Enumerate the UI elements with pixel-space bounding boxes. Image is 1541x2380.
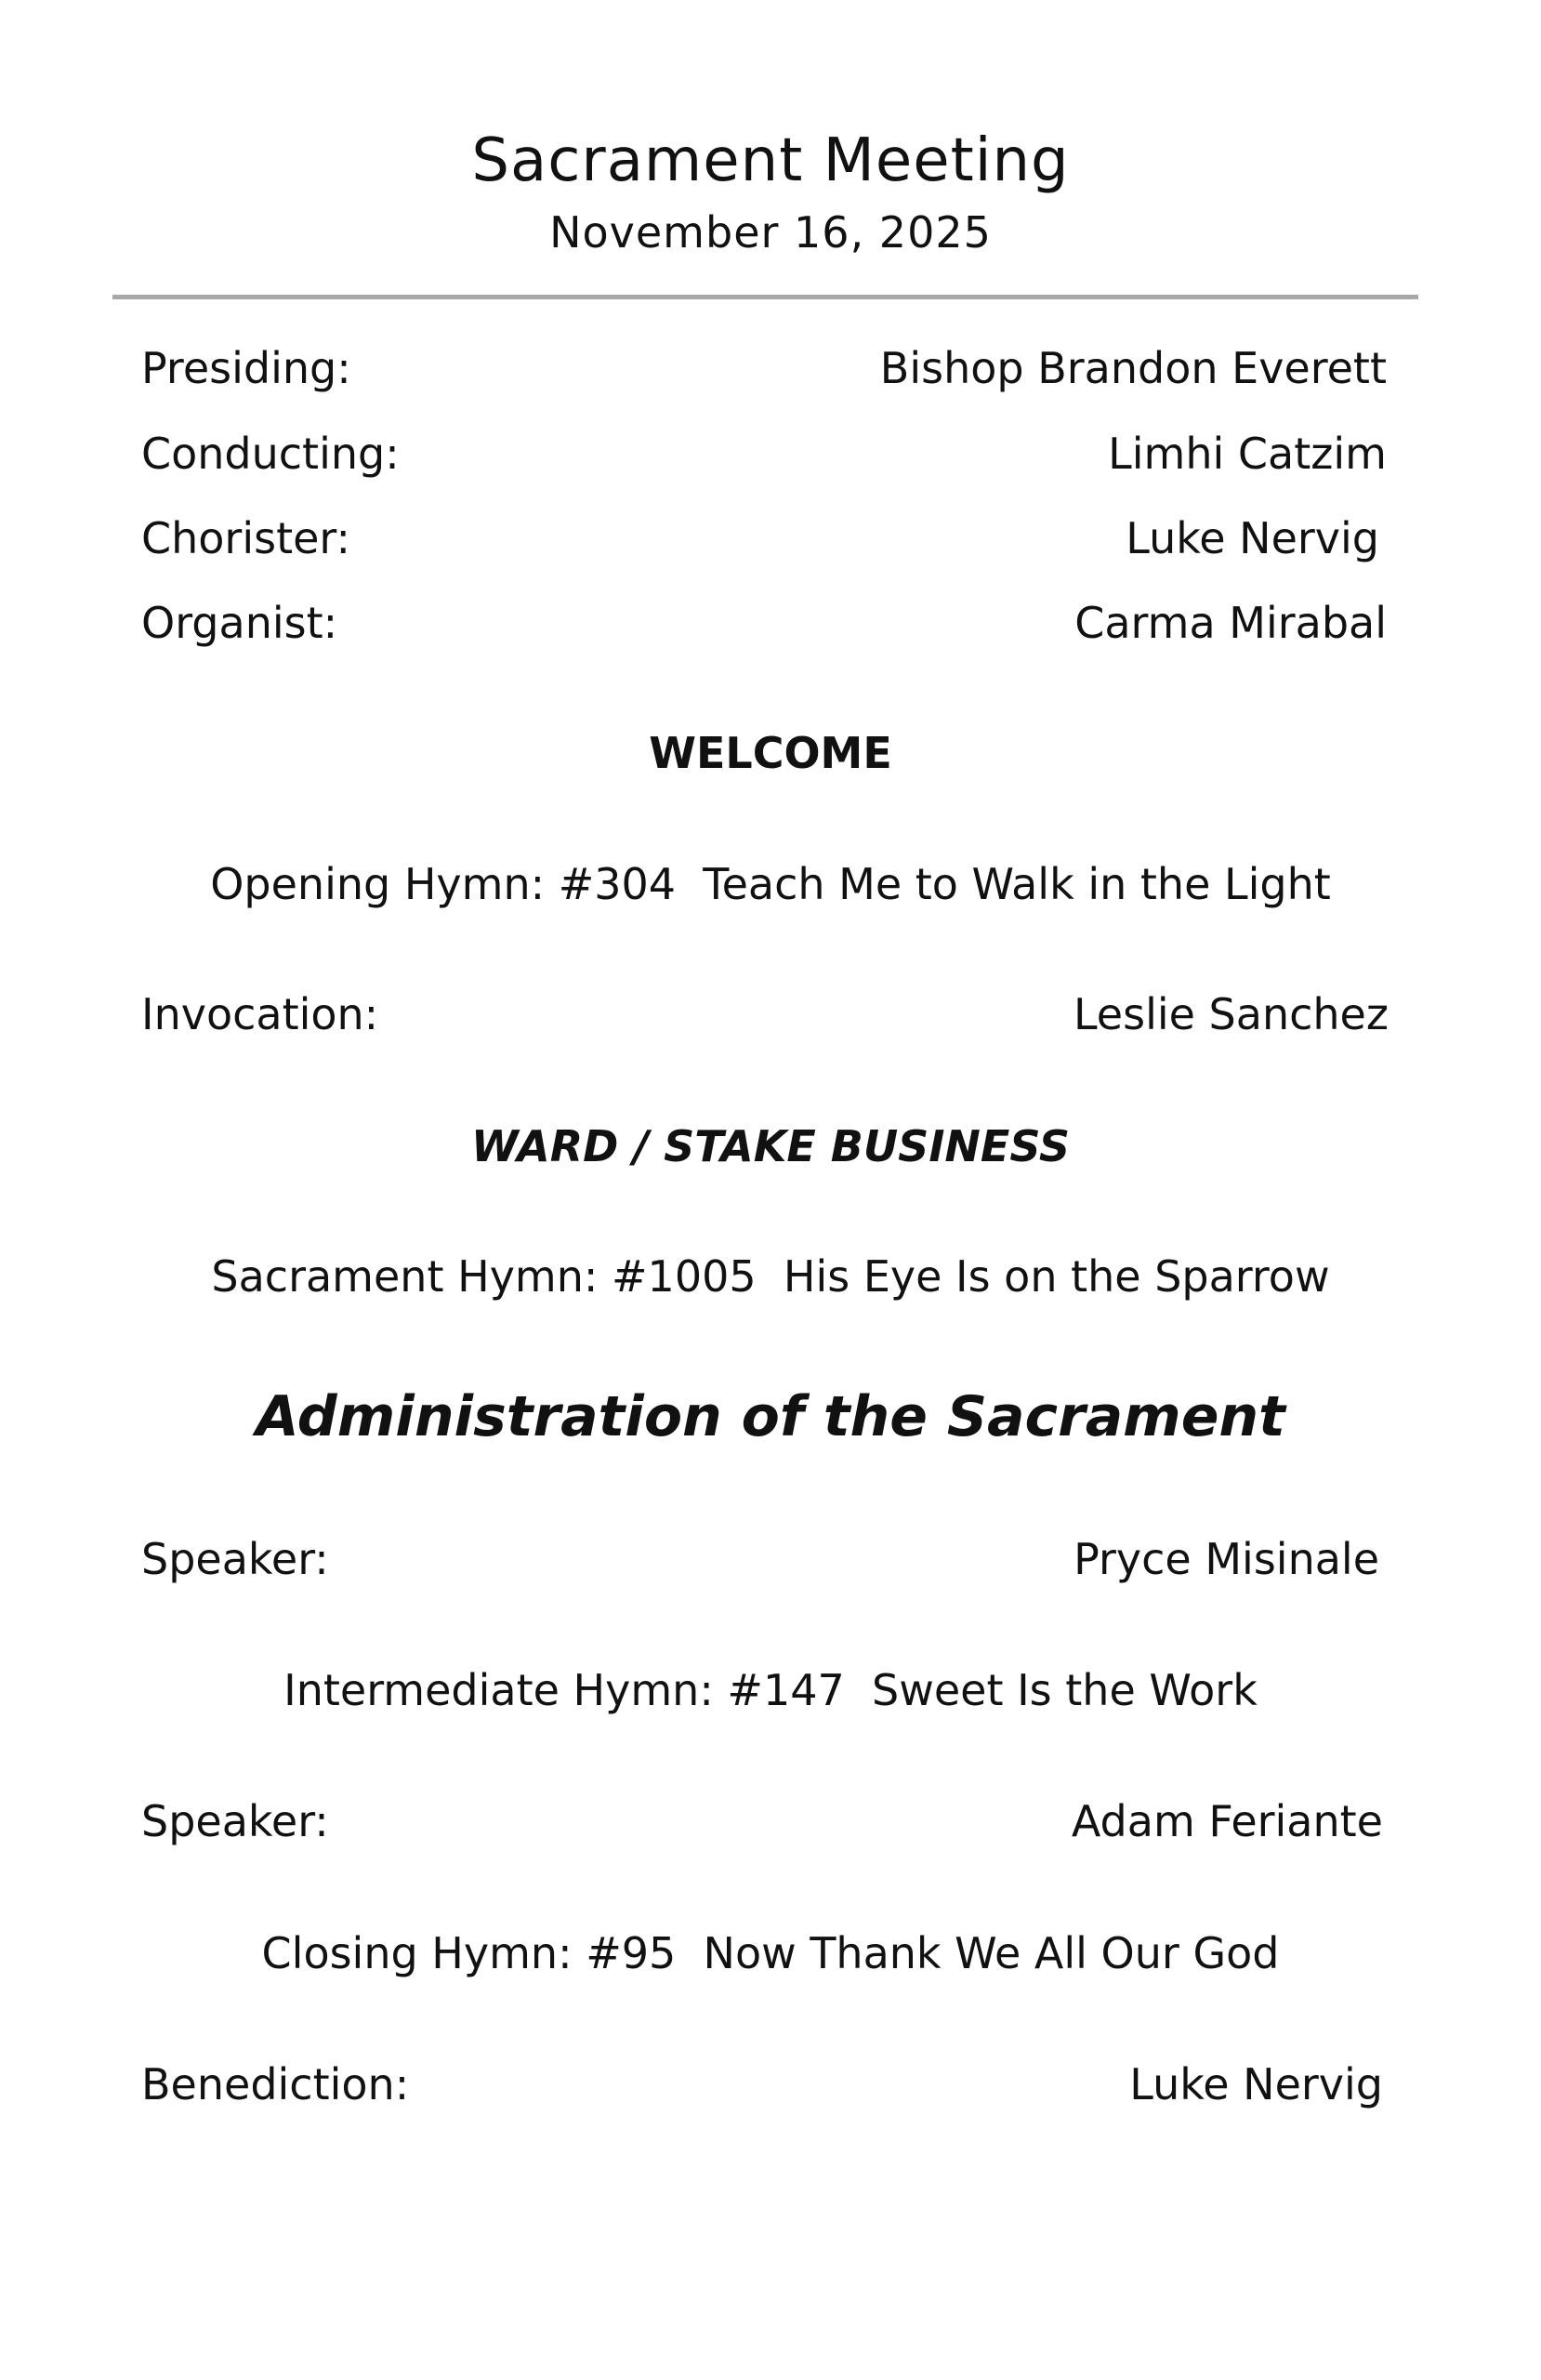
- business-heading: WARD / STAKE BUSINESS: [471, 1121, 1070, 1171]
- speaker-1-row: [141, 1531, 1387, 1587]
- page-title: Sacrament Meeting: [471, 126, 1070, 195]
- welcome-heading: WELCOME: [649, 728, 892, 778]
- speaker-1-value: Pryce Misinale: [1073, 1534, 1379, 1584]
- header-divider: [112, 295, 1418, 299]
- presiding-value: Bishop Brandon Everett: [879, 343, 1387, 393]
- conducting-value: Limhi Catzim: [1108, 429, 1387, 479]
- administration-heading: Administration of the Sacrament: [256, 1384, 1285, 1449]
- sacrament-hymn: Sacrament Hymn: #1005 His Eye Is on the Sparrow: [211, 1251, 1330, 1302]
- organist-row: [141, 595, 1387, 651]
- chorister-label: Chorister:: [141, 513, 351, 563]
- benediction-label: Benediction:: [141, 2059, 410, 2109]
- organist-label: Organist:: [141, 598, 338, 648]
- invocation-label: Invocation:: [141, 989, 379, 1039]
- invocation-value: Leslie Sanchez: [1073, 989, 1389, 1039]
- benediction-row: [141, 2056, 1387, 2112]
- presiding-row: [141, 340, 1387, 396]
- chorister-value: Luke Nervig: [1126, 513, 1379, 563]
- speaker-2-row: [141, 1793, 1387, 1849]
- opening-hymn: Opening Hymn: #304 Teach Me to Walk in the Light: [210, 859, 1331, 909]
- intermediate-hymn: Intermediate Hymn: #147 Sweet Is the Work: [283, 1665, 1258, 1715]
- invocation-row: [141, 986, 1389, 1042]
- speaker-1-label: Speaker:: [141, 1534, 329, 1584]
- benediction-value: Luke Nervig: [1129, 2059, 1383, 2109]
- speaker-2-label: Speaker:: [141, 1796, 329, 1846]
- organist-value: Carma Mirabal: [1074, 598, 1387, 648]
- chorister-row: [141, 510, 1387, 566]
- meeting-date: November 16, 2025: [549, 207, 992, 258]
- closing-hymn: Closing Hymn: #95 Now Thank We All Our God: [261, 1928, 1280, 1978]
- conducting-label: Conducting:: [141, 429, 400, 479]
- presiding-label: Presiding:: [141, 343, 351, 393]
- speaker-2-value: Adam Feriante: [1071, 1796, 1383, 1846]
- conducting-row: [141, 426, 1387, 482]
